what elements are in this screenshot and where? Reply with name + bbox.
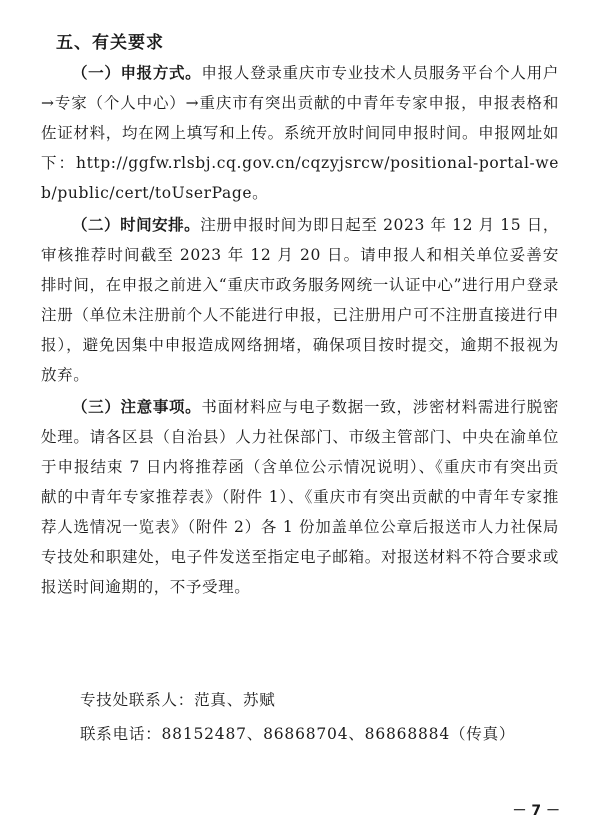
- paragraph-schedule: [41, 210, 559, 390]
- contact-phone: 联系电话：88152487、86868704、86868884（传真）: [80, 725, 516, 743]
- paragraph-lead: （一）申报方式。: [72, 64, 202, 82]
- page-number: － 7 －: [512, 803, 560, 819]
- paragraph-application-method: [41, 58, 559, 208]
- paragraph-body: 申报人登录重庆市专业技术人员服务平台个人用户→专家（个人中心）→重庆市有突出贡献的中青年专家申报，申报表格和佐证材料，均在网上填写和上传。系统开放时间同申报时间。申报网址如下：http://ggfw.rlsbj.cq.gov.cn/cqzyjsrcw/positional-portal-web/public/cert/toUserPage。: [41, 64, 559, 202]
- paragraph-body: 书面材料应与电子数据一致，涉密材料需进行脱密处理。请各区县（自治县）人力社保部门、市级主管部门、中央在渝单位于申报结束 7 日内将推荐函（含单位公示情况说明）、《重庆市有突出贡献的中青年专家推荐表》（附件 1）、《重庆市有突出贡献的中青年专家推荐人选情况一览表》（附件 2）各 1 份加盖单位公章后报送市人力社保局专技处和职建处，电子件发送至指定电子邮箱。对报送材料不符合要求或报送时间逾期的，不予受理。: [41, 398, 559, 596]
- contact-person: 专技处联系人：范真、苏赋: [80, 691, 276, 709]
- section-heading: 五、有关要求: [56, 33, 164, 53]
- paragraph-lead: （三）注意事项。: [72, 398, 202, 416]
- paragraph-lead: （二）时间安排。: [72, 216, 201, 234]
- paragraph-notes: [41, 392, 559, 602]
- paragraph-body: 注册申报时间为即日起至 2023 年 12 月 15 日，审核推荐时间截至 2023 年 12 月 20 日。请申报人和相关单位妥善安排时间，在申报之前进入“重庆市政务服务网统一认证中心”进行用户登录注册（单位未注册前个人不能进行申报，已注册用户可不注册直接进行申报），避免因集中申报造成网络拥堵，确保项目按时提交，逾期不报视为放弃。: [41, 216, 559, 384]
